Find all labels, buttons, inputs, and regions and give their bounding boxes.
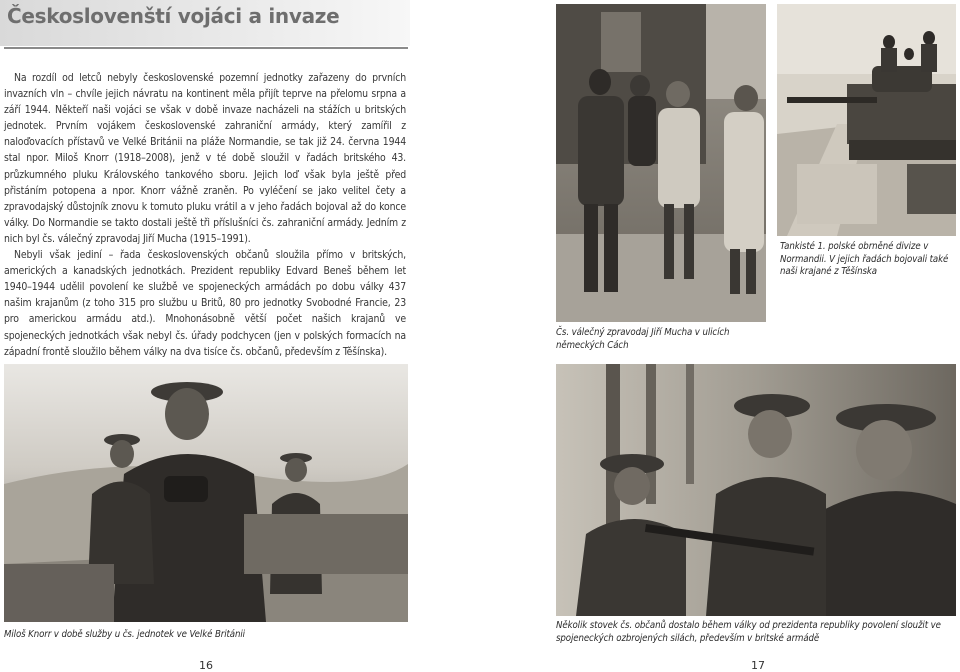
article-body [4, 70, 406, 360]
page-number-right: 17 [751, 659, 765, 672]
paragraph: Na rozdíl od letců nebyly československé pozemní jednotky zařazeny do prvních invazních vln – chvíle jejich návratu na kontinent měla přijít teprve na přelomu srpna a září 1944. Někteří naši vojáci se však v době invaze nacházeli na stážích u britských jednotek. Prvním vojákem československé zahraniční armády, který zamířil z naloďovacích přístavů ve Velké Británii na pláže Normandie, se tak již 24. června 1944 stal npor. Miloš Knorr (1918–2008), jenž v té době sloužil v řadách britského 43. průzkumného pluku Královského tankového sboru. Jejich loď však byla ještě před přistáním potopena a npor. Knorr vážně zraněn. Po vyléčení se jako velitel čety a zpravodajský důstojník znovu k tomuto pluku vrátil a v jeho řadách bojoval až do konce války. Do Normandie se takto dostali ještě tři příslušníci čs. zahraniční armády. Jedním z nich byl čs. válečný zpravodaj Jiří Mucha (1915–1991). [4, 72, 406, 245]
caption-mucha: Čs. válečný zpravodaj Jiří Mucha v ulicích německých Cách [556, 327, 730, 351]
page-title: Českoslovenští vojáci a invaze [7, 4, 340, 28]
caption-knorr: Miloš Knorr v době služby u čs. jednotek ve Velké Británii [4, 629, 245, 640]
caption-soldiers: Několik stovek čs. občanů dostalo během války od prezidenta republiky povolení sloužit ve spojeneckých ozbrojených silách, především v britské armádě [556, 620, 941, 644]
paragraph: Nebyli však jediní – řada československých občanů sloužila přímo v britských, amerických a kanadských jednotkách. Prezident republiky Edvard Beneš během let 1940–1944 udělil povolení ke službě ve spojeneckých armádách po dobu války 437 našim krajanům (z toho 315 pro službu u Britů, 80 pro jednotky Svobodné Francie, 23 pro americkou armádu atd.). Mnohonásobně větší počet našich krajanů ve spojeneckých jednotkách však nebyl čs. úřady podchycen (jen v polských formacích na západní frontě sloužilo během války na dva tisíce čs. občanů, především z Těšínska). [4, 249, 406, 358]
photo-mucha-aachen [556, 4, 766, 322]
caption-tanks: Tankisté 1. polské obrněné divize v Normandii. V jejich řadách bojovali také naši krajané z Těšínska [780, 241, 949, 278]
title-divider [4, 47, 408, 49]
photo-knorr-britain [4, 364, 408, 622]
photo-tanks-normandy [777, 4, 956, 236]
page-number-left: 16 [199, 659, 213, 672]
photo-soldiers-british-army [556, 364, 956, 616]
